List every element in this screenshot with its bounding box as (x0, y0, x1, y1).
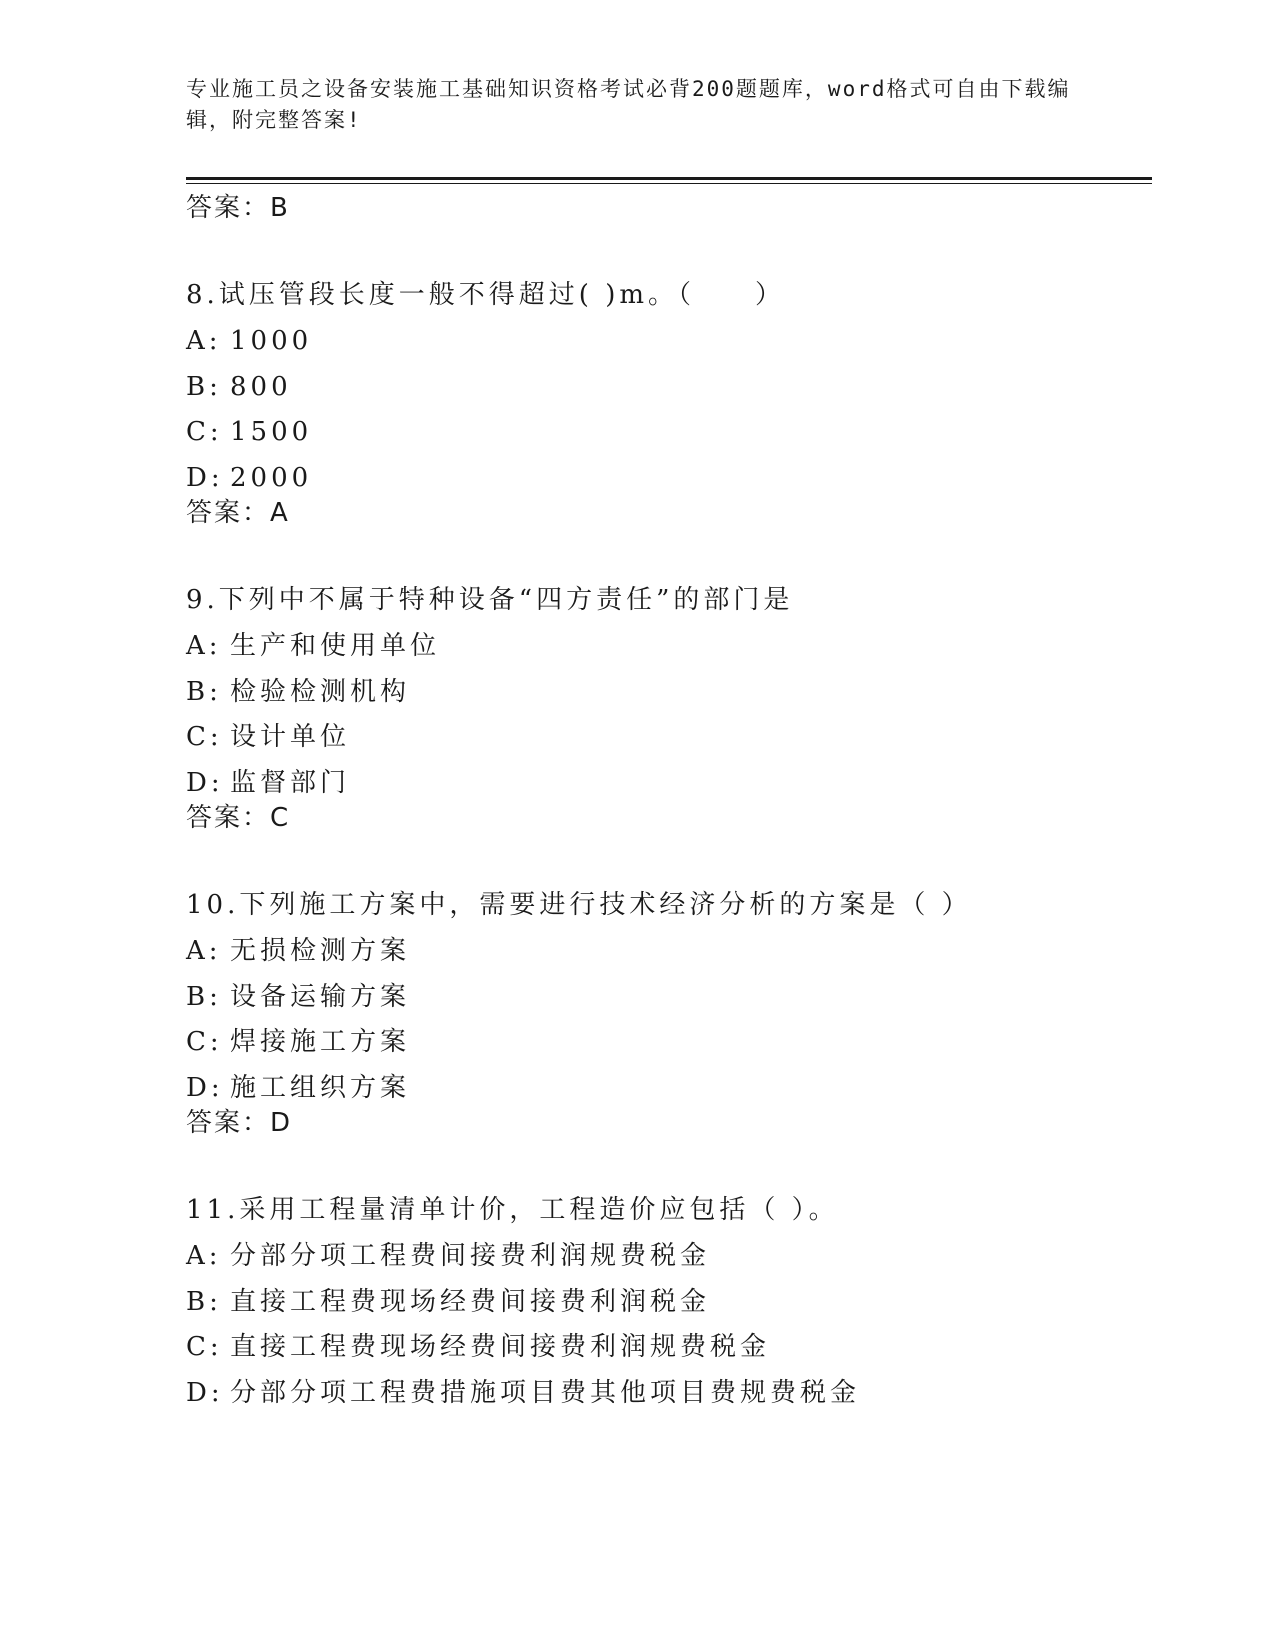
document-header: 专业施工员之设备安装施工基础知识资格考试必背200题题库，word格式可自由下载编辑，附完整答案! (186, 77, 1071, 132)
question-stem: 10.下列施工方案中，需要进行技术经济分析的方案是（ ） (186, 890, 972, 920)
option-text: 施工组织方案 (230, 1072, 411, 1103)
answer-label: 答案：B (186, 193, 290, 223)
option-text: 设备运输方案 (230, 981, 411, 1012)
option-text: 生产和使用单位 (230, 631, 441, 661)
option-c (186, 720, 793, 766)
option-text: 设计单位 (230, 722, 351, 752)
option-letter: B: (186, 676, 222, 707)
question-stem: 9.下列中不属于特种设备“四方责任”的部门是 (186, 585, 794, 615)
option-letter: A: (186, 326, 222, 356)
answer-label: 答案：A (186, 498, 290, 528)
header-divider-thick (186, 177, 1152, 180)
option-c (186, 1330, 860, 1376)
option-d (186, 1376, 860, 1422)
option-letter: B: (186, 1286, 222, 1317)
option-text: 2000 (230, 462, 313, 493)
option-text: 焊接施工方案 (230, 1027, 411, 1057)
option-a (186, 629, 793, 675)
option-letter: C: (186, 722, 223, 752)
option-a (186, 1239, 860, 1285)
option-letter: D: (186, 767, 224, 798)
answer-label: 答案：C (186, 803, 291, 833)
option-text: 分部分项工程费措施项目费其他项目费规费税金 (230, 1377, 861, 1408)
option-text: 1000 (230, 326, 313, 356)
question-stem: 11.采用工程量清单计价，工程造价应包括（ ）。 (186, 1195, 839, 1225)
option-text: 监督部门 (230, 767, 351, 798)
question-8 (186, 278, 785, 506)
option-text: 无损检测方案 (230, 936, 411, 966)
option-letter: B: (186, 981, 222, 1012)
option-b (186, 370, 785, 416)
option-letter: A: (186, 631, 222, 661)
option-text: 800 (230, 371, 292, 402)
option-text: 检验检测机构 (230, 676, 411, 707)
option-c (186, 415, 785, 461)
option-text: 分部分项工程费间接费利润规费税金 (230, 1241, 711, 1271)
option-letter: D: (186, 1072, 224, 1103)
option-c (186, 1025, 972, 1071)
option-letter: C: (186, 417, 223, 447)
option-letter: A: (186, 1241, 222, 1271)
option-letter: B: (186, 371, 222, 402)
option-text: 直接工程费现场经费间接费利润规费税金 (230, 1332, 771, 1362)
option-a (186, 324, 785, 370)
question-11 (186, 1193, 860, 1421)
option-letter: D: (186, 1377, 224, 1408)
option-letter: A: (186, 936, 222, 966)
option-b (186, 980, 972, 1026)
option-letter: D: (186, 462, 224, 493)
option-text: 直接工程费现场经费间接费利润税金 (230, 1286, 711, 1317)
option-d (186, 1071, 972, 1117)
question-10 (186, 888, 972, 1116)
option-b (186, 675, 793, 721)
option-text: 1500 (230, 417, 313, 447)
question-9 (186, 583, 793, 811)
header-divider-thin (186, 183, 1152, 184)
option-a (186, 934, 972, 980)
option-letter: C: (186, 1332, 223, 1362)
question-stem: 8.试压管段长度一般不得超过( )m。（ ） (186, 280, 786, 310)
answer-label: 答案：D (186, 1108, 293, 1138)
option-b (186, 1285, 860, 1331)
option-letter: C: (186, 1027, 223, 1057)
